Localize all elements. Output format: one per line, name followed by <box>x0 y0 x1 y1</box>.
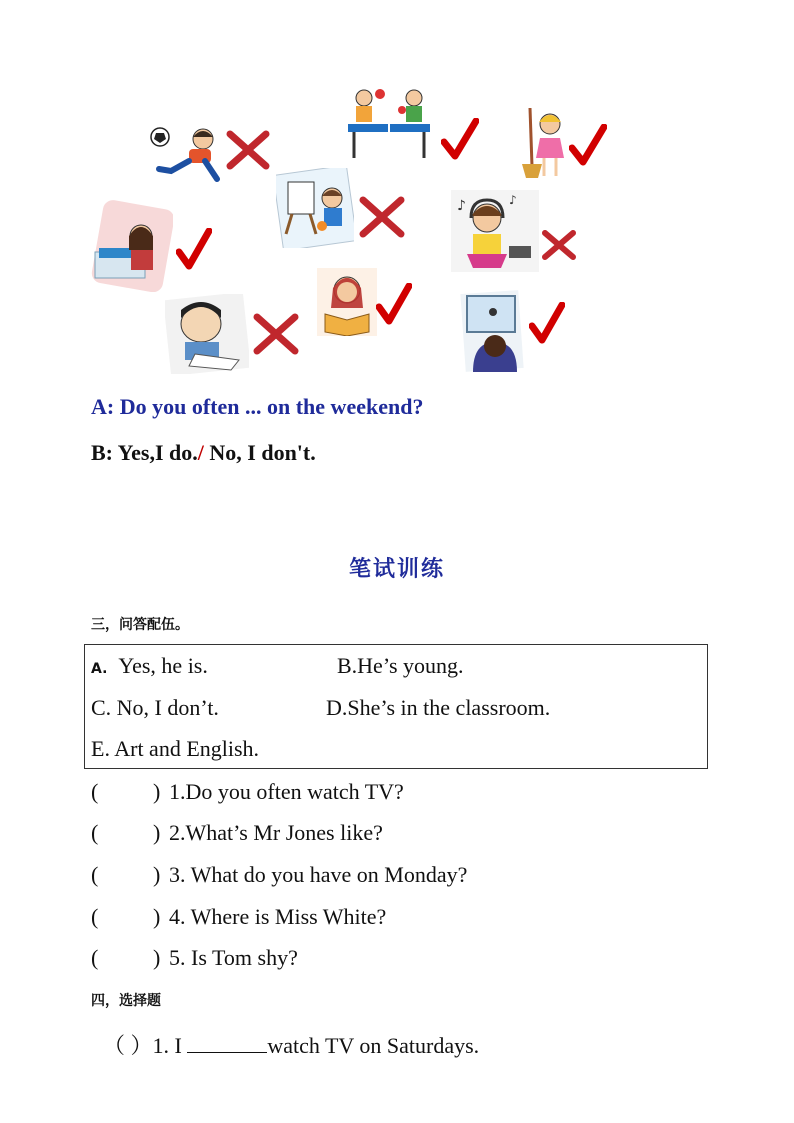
option-e: E. Art and English. <box>91 736 260 761</box>
question-1 <box>91 779 404 805</box>
watch-tv-picture <box>459 290 525 372</box>
question-5 <box>91 945 298 971</box>
option-a-text: Yes, he is. <box>118 653 208 678</box>
option-c: C. No, I don’t. <box>91 695 219 720</box>
read-books-picture <box>317 268 377 336</box>
question-text: 3. What do you have on Monday? <box>169 862 468 887</box>
question-2 <box>91 820 383 846</box>
play-football-picture <box>145 125 227 185</box>
answer-blank-open[interactable]: ( <box>91 820 99 845</box>
option-b: B.He’s young. <box>337 653 464 678</box>
choice-answer-paren[interactable]: （ ） <box>103 1033 153 1058</box>
dialog-answer <box>91 440 316 466</box>
answer-blank-open[interactable]: ( <box>91 945 99 970</box>
cross-mark-1 <box>226 130 270 175</box>
check-mark-1 <box>441 118 479 165</box>
answer-blank-close: ) <box>153 904 161 929</box>
cross-mark-4 <box>253 313 299 360</box>
cross-mark-3 <box>541 229 577 266</box>
part4-heading: 四，选择题 <box>91 993 161 1009</box>
answer-blank-close: ) <box>153 779 161 804</box>
check-mark-3 <box>176 228 212 275</box>
draw-pictures-picture <box>276 168 354 248</box>
answer-blank-close: ) <box>153 820 161 845</box>
sweep-floor-picture <box>518 106 570 182</box>
section-title: 笔试训练 <box>348 557 445 582</box>
answer-blank-close: ) <box>153 945 161 970</box>
option-d: D.She’s in the classroom. <box>326 695 551 720</box>
answer-blank-open[interactable]: ( <box>91 779 99 804</box>
choice-question-suffix: watch TV on Saturdays. <box>267 1033 480 1058</box>
option-a-label: A. <box>91 661 108 677</box>
question-4 <box>91 904 387 930</box>
answer-blank-open[interactable]: ( <box>91 904 99 929</box>
question-3 <box>91 862 468 888</box>
answer-blank-close: ) <box>153 862 161 887</box>
question-text: 1.Do you often watch TV? <box>169 779 404 804</box>
svg-text:♪: ♪ <box>509 193 517 207</box>
fill-in-blank[interactable] <box>187 1034 267 1053</box>
dialog-answer-slash: / <box>197 440 204 465</box>
check-mark-5 <box>529 302 565 349</box>
play-ping-pong-picture <box>346 84 436 160</box>
dialog-answer-no: No, I don't. <box>203 440 316 465</box>
choice-question-prefix: 1. I <box>152 1033 188 1058</box>
choice-question-1 <box>103 1029 479 1060</box>
question-text: 5. Is Tom shy? <box>169 945 298 970</box>
listen-to-music-picture <box>451 190 539 272</box>
svg-text:♪: ♪ <box>457 198 466 214</box>
do-homework-picture <box>165 294 249 374</box>
part3-heading: 三，问答配伍。 <box>91 617 189 633</box>
check-mark-2 <box>569 124 607 171</box>
answer-blank-open[interactable]: ( <box>91 862 99 887</box>
cross-mark-2 <box>359 196 405 243</box>
wash-clothes-picture <box>91 200 173 292</box>
dialog-answer-yes: B: Yes,I do. <box>91 440 198 465</box>
dialog-question: A: Do you often ... on the weekend? <box>91 394 424 419</box>
question-text: 4. Where is Miss White? <box>169 904 387 929</box>
option-a <box>91 653 208 679</box>
question-text: 2.What’s Mr Jones like? <box>169 820 383 845</box>
check-mark-4 <box>376 283 412 330</box>
answer-options-box <box>84 644 708 769</box>
